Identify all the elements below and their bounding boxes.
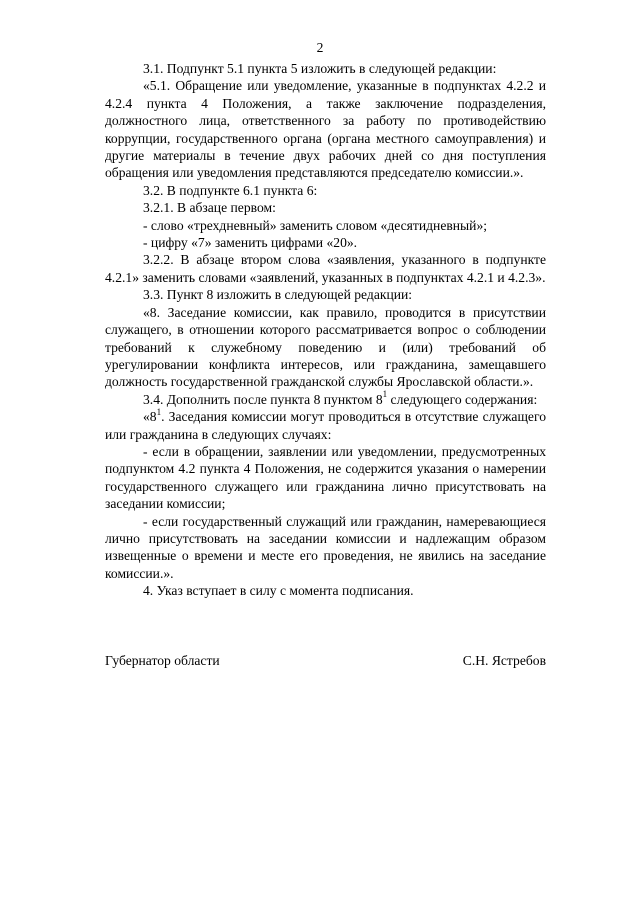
paragraph: 3.1. Подпункт 5.1 пункта 5 изложить в следующей редакции: bbox=[143, 61, 497, 76]
paragraph bbox=[105, 391, 546, 408]
paragraph: - если государственный служащий или гражданин, намеревающиеся лично присутствовать на заседании комиссии и надлежащим образом извещенные о времени и месте его проведения, не явились на заседание комиссии.». bbox=[105, 513, 546, 581]
paragraph: 3.2. В подпункте 6.1 пункта 6: bbox=[143, 182, 318, 198]
paragraph: «5.1. Обращение или уведомление, указанные в подпунктах 4.2.2 и 4.2.4 пункта 4 Положения, а также заключение подразделения, должностного лица, ответственного за работу по противодействию коррупции, государственного органа (органа местного самоуправления) и другие материалы в течение двух рабочих дней со дня поступления обращения или уведомления представляются председателю комиссии.». bbox=[105, 78, 546, 181]
paragraph: - слово «трехдневный» заменить словом «десятидневный»; bbox=[143, 217, 488, 233]
paragraph-text: «8 bbox=[143, 409, 157, 425]
page-number: 2 bbox=[316, 40, 324, 55]
paragraph-text: 3.4. Дополнить после пункта 8 пунктом 8 bbox=[143, 391, 383, 407]
signature-block bbox=[105, 652, 546, 669]
paragraph: - если в обращении, заявлении или уведомлении, предусмотренных подпунктом 4.2 пункта 4 Положения, не содержится указания о намерении государственного служащего или гражданина лично присутствовать на заседании комиссии; bbox=[105, 443, 546, 512]
superscript: 1 bbox=[156, 406, 162, 417]
document-body bbox=[105, 60, 546, 600]
signatory-position: Губернатор области bbox=[105, 653, 220, 668]
paragraph: 4. Указ вступает в силу с момента подписания. bbox=[143, 583, 414, 599]
paragraph bbox=[105, 408, 546, 443]
superscript: 1 bbox=[382, 389, 388, 400]
paragraph: 3.2.1. В абзаце первом: bbox=[143, 200, 276, 216]
paragraph: «8. Заседание комиссии, как правило, проводится в присутствии служащего, в отношении которого рассматривается вопрос о соблюдении требований к служебному поведению и (или) требований об урегулировании конфликта интересов, или гражданина, замещавшего должность государственной гражданской службы Ярославской области.». bbox=[105, 304, 546, 390]
paragraph: 3.3. Пункт 8 изложить в следующей редакции: bbox=[143, 287, 413, 303]
paragraph-text: . Заседания комиссии могут проводиться в отсутствие служащего или гражданина в следующих случаях: bbox=[105, 409, 546, 442]
paragraph: 3.2.2. В абзаце втором слова «заявления, указанного в подпункте 4.2.1» заменить словами «заявлений, указанных в подпунктах 4.2.1 и 4.2.3». bbox=[105, 252, 546, 285]
paragraph: - цифру «7» заменить цифрами «20». bbox=[143, 235, 358, 251]
signatory-name: С.Н. Ястребов bbox=[462, 653, 546, 668]
paragraph-text: следующего содержания: bbox=[387, 391, 538, 407]
